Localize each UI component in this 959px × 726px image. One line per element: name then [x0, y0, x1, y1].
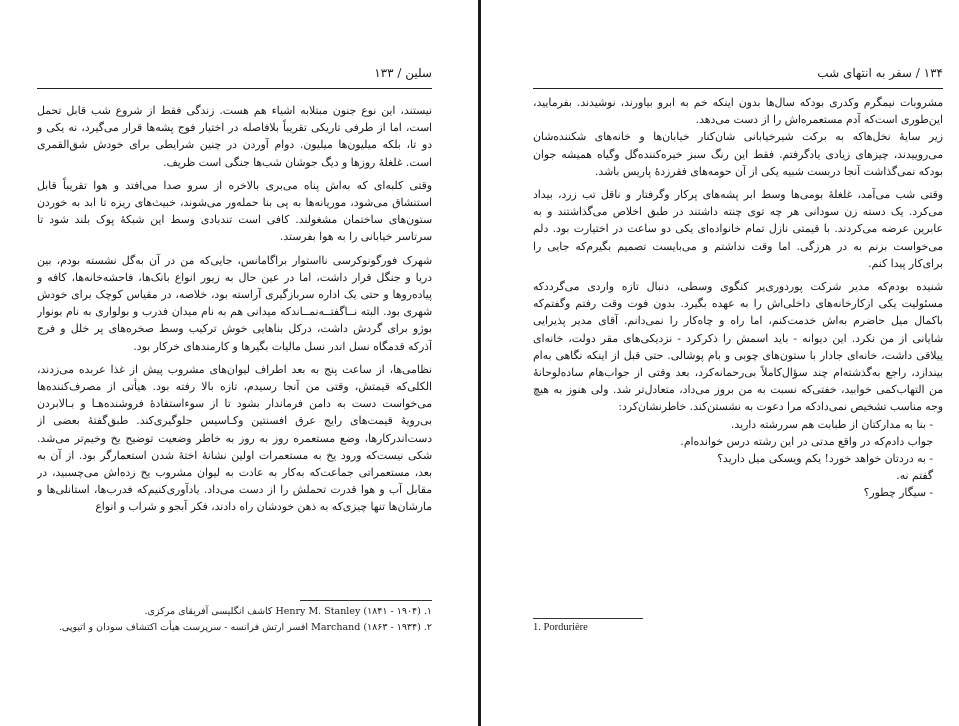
right-paragraph-2: زیر سایهٔ نخل‌ها‌که به برکت شیرخیابانی شان‌کنار خیابان‌ها و خانه‌های شکننده‌شان می‌روییدند، چیزهای زیادی یادگرفتم. فقط این رنگ سبز خیره‌کننده‌گل وگیاه همیشه جوان بودکه نمی‌گذاشت آنجا دربست شبیه یکی از آن حومه‌های فقرزدهٔ پاریس باشد.: [533, 130, 943, 178]
left-paragraph-4: نظامی‌ها، از ساعت پنج به بعد اطراف لیوان‌های مشروب پیش از غذا عربده می‌زدند، الکلی‌که قیمتش، وقتی من آنجا رسیدم، تازه بالا رفته بود. هیأتی از مصرف‌کننده‌ها می‌خواست دست به دامن فرماندار بشود تا از سوءاستفادهٔ فروشنده‌هـا و بـالابردن بی‌رویهٔ قیمت‌های رایج عرق افسنتین وکـاسیس جلوگیری‌کند. طبق‌گفتهٔ بعضی از دست‌اندرکارها، وضع مستعمره روز به روز به خاطر وضعیت توضیح یخ وخیم‌تر می‌شد. شکی نیست‌که ورود یخ به مستعمرات اولین نشانهٔ اختهٔ شدن استعمارگر بود. از آن به بعد، مستعمراتی جماعت‌که به‌کار به عادت به لیوان مشروب یخ زده‌اش می‌چسبید، در مقابل آب و هوا قدرت تحملش را از دست می‌داد. یادآوری‌کنیم‌که فدرب‌ها، استانلی‌ها و مارشان‌ها تنها چیزی‌که به ذهن خودشان راه دادند، فکر آبجو و شراب و انواع: [37, 362, 432, 514]
left-footnotes: [37, 604, 432, 636]
left-header-rule: [37, 88, 432, 89]
dialogue-line-3: - به دردتان خواهد خورد! یکم ویسکی میل دارید؟: [717, 452, 933, 466]
left-page-body: [37, 102, 432, 580]
left-page: [0, 0, 478, 726]
left-footnote-rule: [300, 600, 432, 601]
left-paragraph-2: وقتی کلبه‌ای که به‌اش پناه می‌بری بالاخره از سرو صدا می‌افتد و هوا تقریباً قابل استنشاق می‌شود، موریانه‌ها به پی بنا حمله‌ور می‌شوند، خبیث‌های ریزه تا ابد به خوردن ستون‌های ساختمان مشغولند. کافی است تندبادی وسط این شبکهٔ پوک بلند شود تا سرتاسر خیابانی را به هوا بفرستد.: [37, 178, 432, 244]
dialogue-line-5: - سیگار چطور؟: [863, 486, 933, 500]
right-footnote-1: 1. Pordurière: [533, 622, 588, 633]
left-page-header: سلین / ۱۳۳: [374, 66, 432, 80]
right-page-body: [533, 94, 943, 604]
right-footnotes: [533, 620, 733, 636]
dialogue-line-1: - بنا به مدارکتان از طبابت هم سررشته دارید.: [730, 417, 933, 431]
right-paragraph-4: شنیده بودم‌که مدیر شرکت پوردوری‌یر کنگوی وسطی، دنبال تازه واردی می‌گردد‌که مسئولیت یکی ازکارخانه‌های داخلی‌اش را به عهده بگیرد. بدون فوت وقت رفتم وگفتم‌که باکمال میل حاضرم به‌اش خدمت‌کنم، اما راه و چاه‌کار را نمی‌دانم. آقای مدیر پذیرایی شایانی از من نکرد. این دیوانه - باید اسمش را ذکرکرد - نزدیکی‌های مقر دولت، خانه‌ای ییلاقی داشت، خانه‌ای جادار با ستون‌های چوبی و بام پوشالی. حتی قبل از اینکه نگاهی به‌ام بیندازد، راجع به‌گذشته‌ام چند سؤال‌کاملاً بی‌رحمانه‌کرد، بعد وقتی از جواب‌هام ساده‌لوحانهٔ من التهاب‌کمی خوابید، خفتی‌که نسبت به من بروز می‌داد، متعادل‌تر شد. ولی هنوز به هیچ وجه مناسب تشخیص نمی‌داد‌که مرا دعوت به نشستن‌کند. خاطرنشان‌کرد:: [533, 280, 943, 414]
left-paragraph-3: شهرک فورگونوکرسی نااستوار براگامانس، جایی‌که من در آن به‌گل نشسته بودم، بین دریا و جنگل قرار داشت، اما در عین حال به زیور انواع بانک‌ها، فاحشه‌خانه‌ها، کافه و پیاده‌روها و حتی یک اداره سربازگیری آراسته بود، خلاصه، در مقیاس کوچک برای خودش شهری بود. البته نــاگفتــه‌نمــاندکه میدانی هم به نام میدان فدرب و بولواری به نام بونوار بوژو برای گردش داشت، درکل بناهایی خوش ترکیب وسط صخره‌های پر خلل و فرج آذرکه قدمگاه نسل اندر نسل مالیات بگیرها و کارمندهای خرکار بود.: [37, 253, 432, 353]
right-paragraph-1: مشروبات نیمگرم وکدری بودکه سال‌ها بدون اینکه خم به ابرو بیاورند، نوشیدند. بفرمایید، این‌طوری است‌که آدم مستعمره‌اش را از دست می‌دهد.: [533, 96, 943, 127]
right-paragraph-3: وقتی شب می‌آمد، غلغلهٔ بومی‌ها وسط ابر پشه‌های پرکار وگرفتار و ناقل تب زرد، بیداد می‌کرد. یک دسته زن سودانی هر چه توی چنته داشتند در طبق اخلاص می‌گذاشتند و به عابرین عرضه می‌کردند. با قیمتی نازل تمام خانواده‌ای یکی دو ساعت در اختیارت بود. دلم می‌خواست بزنم به در هرزگی. اما وقت نداشتم و می‌بایست تصمیم بگیرم‌که جایی را برای‌کار پیدا کنم.: [533, 188, 943, 270]
dialogue-line-4: گفتم نه.: [896, 469, 933, 483]
right-page-header: ۱۳۴ / سفر به انتهای شب: [817, 66, 943, 80]
right-footnote-rule: [533, 618, 643, 619]
left-footnote-2: ۲. Marchand (۱۸۶۳ - ۱۹۳۴) افسر ارتش فرانسه - سرپرست هیأت اکتشاف سودان و اتیوپی.: [58, 622, 432, 633]
left-footnote-1: ۱. Henry M. Stanley (۱۸۴۱ - ۱۹۰۴) کاشف انگلیسی آفریقای مرکزی.: [144, 606, 432, 617]
right-page: [481, 0, 959, 726]
left-paragraph-1: نیستند، این نوع جنون مبتلابه اشیاء هم هست. زندگی فقط از شروع شب قابل تحمل است، اما از طرفی تاریکی تقریباً بلافاصله در اختیار فوج پشه‌ها قرار می‌گیرد، نه یکی و دو تا، بلکه میلیون‌ها میلیون. دوام آوردن در چنین شرایطی برای خودش شق‌القمری است. غلغلهٔ روزها و دیگ جوشان شب‌ها جنگی است ظریف.: [37, 104, 432, 169]
right-header-rule: [533, 88, 943, 89]
dialogue-line-2: جواب دادم‌که در واقع مدتی در این رشته درس خوانده‌ام.: [680, 434, 933, 448]
